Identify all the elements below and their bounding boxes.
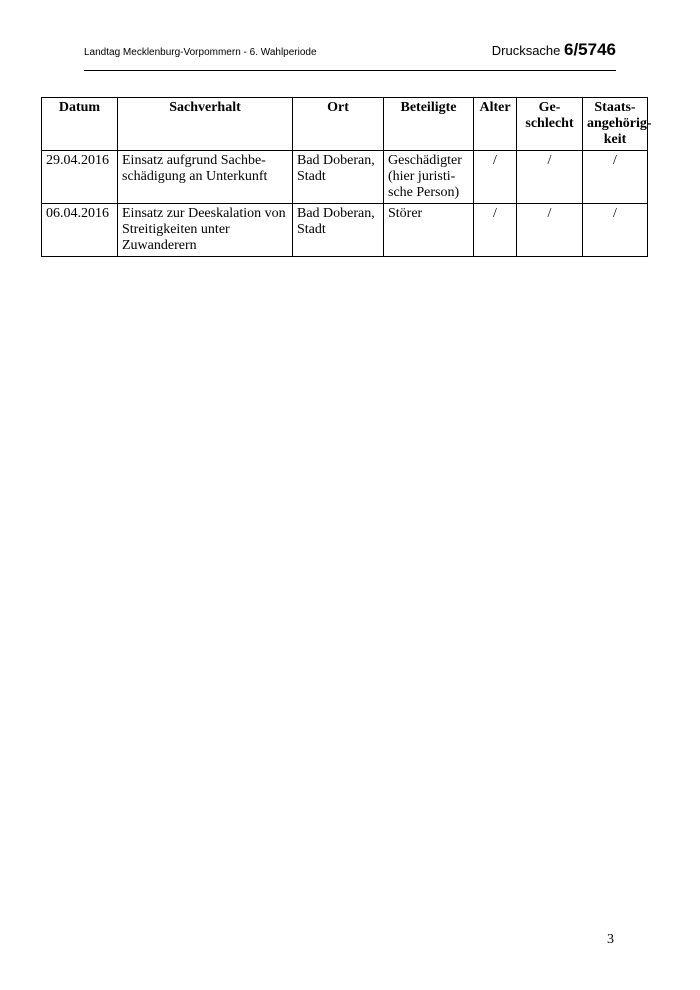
header-parliament-label: Landtag Mecklenburg-Vorpommern - 6. Wahlperiode [84,47,317,58]
column-header-geschlecht: Ge- schlecht [517,98,583,151]
cell-beteiligte: Geschädigter (hier juristi- sche Person) [384,151,474,204]
incident-table [41,97,652,257]
cell-staatsangehoerigkeit: / [583,151,648,204]
header-divider [84,70,616,71]
column-header-alter: Alter [474,98,517,151]
cell-datum: 06.04.2016 [42,204,118,257]
column-header-sachverhalt: Sachverhalt [118,98,293,151]
cell-geschlecht: / [517,151,583,204]
cell-geschlecht: / [517,204,583,257]
cell-ort: Bad Doberan, Stadt [293,204,384,257]
cell-sachverhalt: Einsatz zur Deeskalation von Streitigkeiten unter Zuwanderern [118,204,293,257]
cell-beteiligte: Störer [384,204,474,257]
cell-ort: Bad Doberan, Stadt [293,151,384,204]
cell-datum: 29.04.2016 [42,151,118,204]
table-header-row [42,98,648,151]
column-header-ort: Ort [293,98,384,151]
cell-sachverhalt: Einsatz aufgrund Sachbe- schädigung an Unterkunft [118,151,293,204]
header-document-id: 6/5746 [564,40,616,59]
column-header-staatsangehoerigkeit: Staats- angehörig- keit [583,98,648,151]
page-header [0,0,700,72]
header-document-prefix: Drucksache [491,43,564,58]
cell-staatsangehoerigkeit: / [583,204,648,257]
column-header-datum: Datum [42,98,118,151]
table-row [42,204,648,257]
table-row [42,151,648,204]
cell-alter: / [474,151,517,204]
cell-alter: / [474,204,517,257]
page-number: 3 [607,932,614,947]
header-document-number [492,40,616,60]
column-header-beteiligte: Beteiligte [384,98,474,151]
